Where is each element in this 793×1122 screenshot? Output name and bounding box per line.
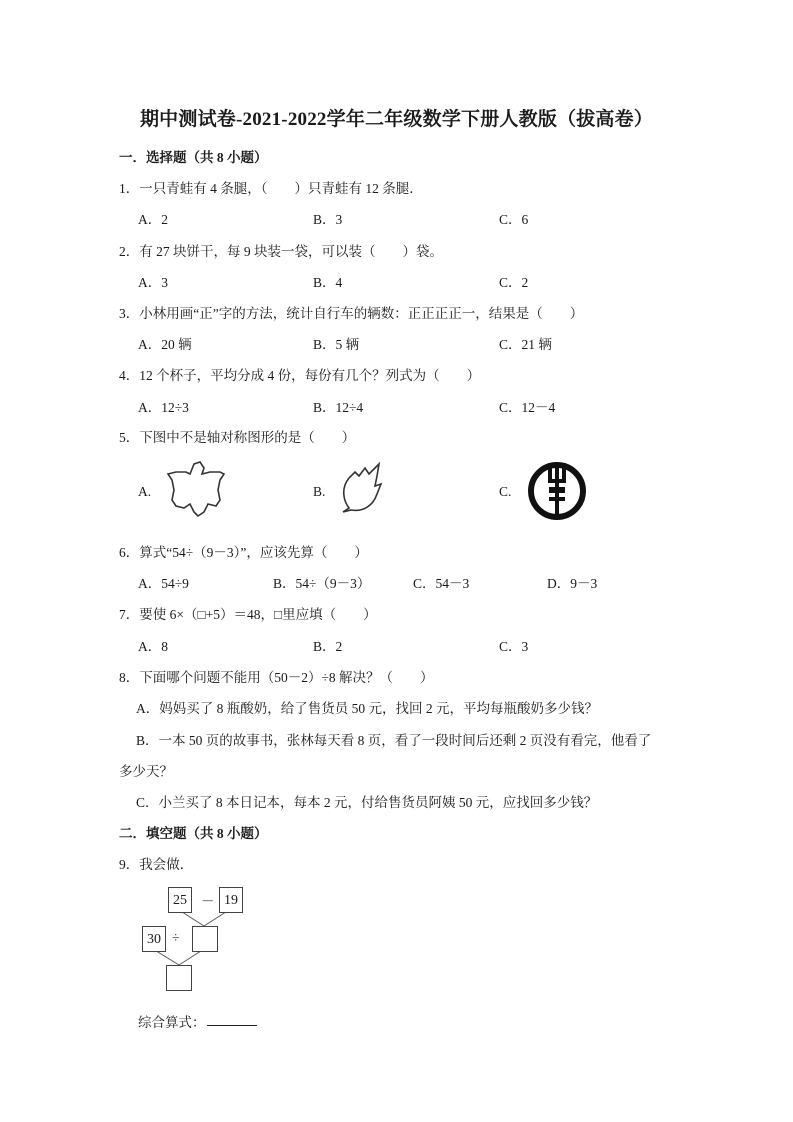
page-title: 期中测试卷-2021-2022学年二年级数学下册人教版（拔高卷） bbox=[139, 109, 654, 130]
combined-formula-label: 综合算式： bbox=[138, 1015, 206, 1030]
q8-option-b: B．一本 50 页的故事书，张林每天看 8 页，看了一段时间后还剩 2 页没有看完，他看了 bbox=[136, 733, 652, 748]
question-5: 5．下图中不是轴对称图形的是（ ） bbox=[119, 430, 356, 445]
q5-option-b: B. bbox=[313, 484, 326, 499]
q6-option-c: C．54－3 bbox=[413, 576, 470, 591]
q4-option-c: C．12－4 bbox=[499, 400, 556, 415]
diagram-box-top-left: 25 bbox=[168, 887, 192, 913]
question-1: 1．一只青蛙有 4 条腿，（ ）只青蛙有 12 条腿． bbox=[119, 181, 423, 196]
diagram-box-top-right: 19 bbox=[219, 887, 243, 913]
section-heading-choice: 一．选择题（共 8 小题） bbox=[119, 150, 268, 165]
q2-option-c: C．2 bbox=[499, 275, 529, 290]
section-heading-fill-in: 二．填空题（共 8 小题） bbox=[119, 826, 268, 841]
q8-option-b-continued: 多少天？ bbox=[119, 764, 173, 779]
q1-option-c: C．6 bbox=[499, 212, 529, 227]
leaf-shape-icon bbox=[337, 460, 393, 520]
question-4: 4．12 个杯子，平均分成 4 份，每份有几个？列式为（ ） bbox=[119, 368, 481, 383]
q8-option-a: A．妈妈买了 8 瓶酸奶，给了售货员 50 元，找回 2 元，平均每瓶酸奶多少钱？ bbox=[136, 701, 598, 716]
bank-logo-circle-icon bbox=[526, 459, 588, 523]
q3-option-a: A．20 辆 bbox=[138, 337, 192, 352]
q5-option-c: C. bbox=[499, 484, 512, 499]
q2-option-a: A．3 bbox=[138, 275, 168, 290]
q6-option-a: A．54÷9 bbox=[138, 576, 189, 591]
question-9: 9．我会做． bbox=[119, 857, 194, 872]
q2-option-b: B．4 bbox=[313, 275, 343, 290]
diagram-operator-minus: － bbox=[201, 894, 215, 909]
question-2: 2．有 27 块饼干，每 9 块装一袋，可以装（ ）袋。 bbox=[119, 244, 443, 259]
q5-option-a: A. bbox=[138, 484, 152, 499]
diagram-operator-divide: ÷ bbox=[172, 930, 180, 945]
q6-option-d: D．9－3 bbox=[547, 576, 598, 591]
q3-option-b: B．5 辆 bbox=[313, 337, 360, 352]
q6-option-b: B．54÷（9－3） bbox=[273, 576, 371, 591]
question-7: 7．要使 6×（□+5）＝48，□里应填（ ） bbox=[119, 607, 377, 622]
q4-option-b: B．12÷4 bbox=[313, 400, 364, 415]
symmetric-flower-shape-icon bbox=[162, 458, 240, 520]
diagram-box-mid-left: 30 bbox=[142, 926, 166, 952]
question-6: 6．算式“54÷（9－3）”，应该先算（ ） bbox=[119, 545, 368, 560]
question-8: 8．下面哪个问题不能用（50－2）÷8 解决？（ ） bbox=[119, 670, 434, 685]
combined-formula-answer-blank[interactable] bbox=[207, 1025, 257, 1026]
question-3: 3．小林用画“正”字的方法，统计自行车的辆数：正正正正一，结果是（ ） bbox=[119, 306, 584, 321]
q8-option-c: C．小兰买了 8 本日记本，每本 2 元，付给售货员阿姨 50 元，应找回多少钱？ bbox=[136, 795, 598, 810]
q4-option-a: A．12÷3 bbox=[138, 400, 189, 415]
diagram-box-bottom-blank[interactable] bbox=[166, 965, 192, 991]
q7-option-a: A．8 bbox=[138, 639, 168, 654]
q7-option-c: C．3 bbox=[499, 639, 529, 654]
q7-option-b: B．2 bbox=[313, 639, 343, 654]
q3-option-c: C．21 辆 bbox=[499, 337, 552, 352]
q1-option-a: A．2 bbox=[138, 212, 168, 227]
q1-option-b: B．3 bbox=[313, 212, 343, 227]
diagram-box-mid-right-blank[interactable] bbox=[192, 926, 218, 952]
